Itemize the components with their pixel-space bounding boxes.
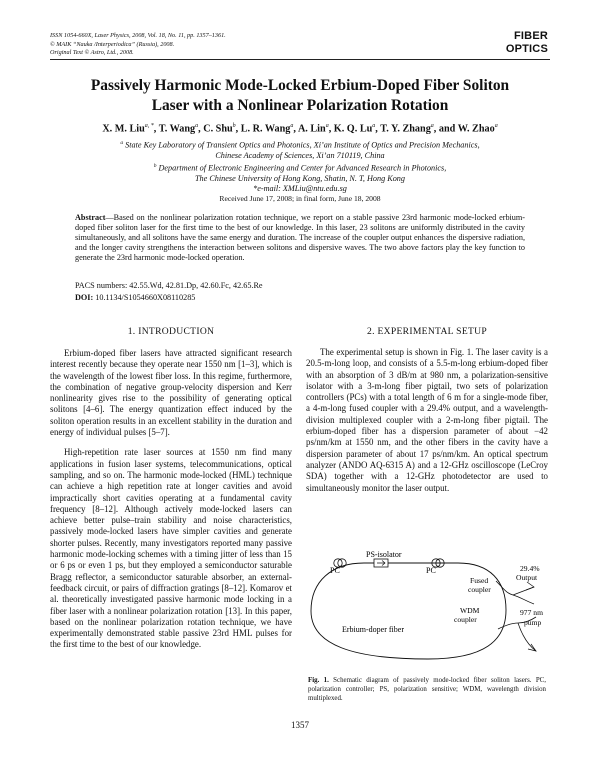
received-date: Received June 17, 2008; in final form, June 18, 2008 xyxy=(219,194,381,203)
author-name: W. Zhao xyxy=(457,123,495,135)
abstract xyxy=(75,213,525,263)
figure-1 xyxy=(308,549,548,671)
header-line-3: Original Text © Astro, Ltd., 2008. xyxy=(50,49,134,57)
author-name: X. M. Liu xyxy=(102,123,145,135)
label-pc-left: PC xyxy=(330,566,340,575)
ps-isolator-block xyxy=(374,559,388,567)
abstract-label: Abstract xyxy=(75,213,106,222)
fused-coupler xyxy=(496,581,534,604)
intro-paragraph-2: High-repetition rate laser sources at 1550 nm find many applications in fusion laser systems, telecommunications, optical sampling, and so on. The harmonic mode-locked (HML) technique can achieve a high repetition rate at longer cavities and avoid impractically short cavities operating at a fundamental cavity frequency [8–12]. Although actively mode-locked lasers can achieve better pulse–train stability and noise characteristics, passively mode-locked lasers have simpler cavities and generate shorter pulses. Recently, many investigators reported many passive harmonic mode-locking schemes with a timing jitter of less than 15 or 6 ps or even 1 ps, but they employed a semiconductor saturable Bragg reflector, a semiconductor saturable absorber, an external-feedback circuit, or pairs of diffraction gratings [8–12]. Komarov et al. theoretically investigated passive harmonic mode locking in a fiber laser with a nonlinear polarization rotation [13]. In this paper, based on the nonlinear polarization rotation technique, we have experimentally demonstrated stable passive 23rd HML pulses for the first time to the best of our knowledge. xyxy=(50,447,292,650)
paper-title xyxy=(50,76,550,116)
author-email: *e-mail: XMLiu@ntu.edu.sg xyxy=(253,184,347,194)
doi-label: DOI: xyxy=(75,293,94,302)
intro-paragraph-1: Erbium-doped fiber lasers have attracted significant research interest recently because they operate near 1550 nm [1–3], which is the wavelength of the lowest fiber loss. In this regime, furthermore, the combination of negative group-velocity dispersion and Kerr nonlinearity gives rise to the possibility of generating optical solitons [4–6]. The energy quantization effect induced by the soliton operation results in an excellent stability in the duration and energy of individual pulses [5–7]. xyxy=(50,348,292,438)
setup-heading: 2. EXPERIMENTAL SETUP xyxy=(366,326,488,337)
author-name: C. Shu xyxy=(203,123,233,135)
figure-caption-text: Schematic diagram of passively mode-locked fiber soliton lasers. PC, polarization controller; PS, polarization sensitive; WDM, wavelength division multiplexed. xyxy=(308,677,547,702)
author-name: T. Wang xyxy=(158,123,196,135)
author-name: K. Q. Lu xyxy=(333,123,373,135)
setup-paragraph-1: The experimental setup is shown in Fig. 1. The laser cavity is a 20.5-m-long loop, and consists of a 5.5-m-long erbium-doped fiber with an absorption of 3 dB/m at 980 nm, a polarization-sensitive isolator with a 3-m-long fiber pigtail, two sets of polarization controllers (PCs) with a total length of 6 m for a single-mode fiber, a 4-m-long fused coupler with a 29.4% output, and a wavelength-division multiplexed coupler with a 2-m-long fiber pigtail. The erbium-doped fiber has a dispersion parameter of about −42 ps/nm/km at 1550 nm, and the other fibers in the cavity have a dispersion parameter of about 17 ps/nm/km. An optical spectrum analyzer (ANDO AQ-6315 A) and a 12-GHz oscilloscope (LeCroy SDA) together with a 12-GHz photodetector are used to simultaneously monitor the laser output. xyxy=(306,347,548,493)
intro-heading: 1. INTRODUCTION xyxy=(127,326,215,337)
author-name: L. R. Wang xyxy=(240,123,291,135)
affil-a-line-2: Chinese Academy of Sciences, Xi’an 710119, China xyxy=(215,150,385,160)
author-affil-mark: b xyxy=(232,123,236,129)
affil-a-line-1: State Key Laboratory of Transient Optics and Photonics, Xi’an Institute of Optics and Precision Mechanics, xyxy=(125,140,480,150)
page-number: 1357 xyxy=(291,720,309,730)
abstract-text: —Based on the nonlinear polarization rotation technique, we report on a stable passive 23rd harmonic mode-locked erbium-doped fiber soliton laser for the first time to the best of our knowledge. In this laser, 23 solitons are uniformly distributed in the cavity simultaneously, and all solitons have the same energy and duration. The increase of the coupler output enhances the dispersive radiation, and the longer cavity strengthens the interaction between solitons and dispersive waves. The two above factors play the key function to generate the 23rd harmonic mode-locked operation. xyxy=(75,213,525,262)
author-affil-mark: a xyxy=(325,123,329,129)
label-wdm: WDM xyxy=(460,606,480,615)
author-affil-mark: a xyxy=(430,123,434,129)
author-name: A. Lin xyxy=(297,123,326,135)
author-affil-mark: a xyxy=(372,123,376,129)
section-label-line-1: FIBER xyxy=(514,30,548,42)
label-ps-isolator: PS-isolator xyxy=(366,550,402,559)
affil-b-line-2: The Chinese University of Hong Kong, Shatin, N. T, Hong Kong xyxy=(195,174,405,184)
figure-1-caption xyxy=(308,677,546,703)
affiliations xyxy=(60,138,540,194)
label-coupler-2: coupler xyxy=(454,615,477,624)
intro-column xyxy=(50,348,292,651)
pacs-numbers: PACS numbers: 42.55.Wd, 42.81.Dp, 42.60.Fc, 42.65.Re xyxy=(75,281,263,290)
setup-column xyxy=(306,347,548,494)
author-name: T. Y. Zhang xyxy=(380,123,431,135)
header-line-1: ISSN 1054-660X, Laser Physics, 2008, Vol. 18, No. 11, pp. 1357–1361. xyxy=(50,32,226,39)
label-erbium-fiber: Erbium-doper fiber xyxy=(342,625,404,634)
section-label-line-2: OPTICS xyxy=(505,43,548,55)
author-list: X. M. Liu$^{a, *}$, T. Wang$^a$, C. Shu$^b$, L. R. Wang$^a$, A. Lin$^a$, K. Q. Lu$^a$, T. Y. Zhang$^a$, and W. Zhao$^a$ xyxy=(102,123,498,135)
affil-a-mark: a xyxy=(120,140,124,146)
title-line-1: Passively Harmonic Mode-Locked Erbium-Doped Fiber Soliton xyxy=(90,77,510,94)
figure-caption-label: Fig. 1. xyxy=(308,677,329,684)
label-pump-nm: 977 nm xyxy=(520,608,543,617)
author-affil-mark: a, * xyxy=(144,123,154,129)
label-output-pct: 29.4% xyxy=(520,564,540,573)
doi-value: 10.1134/S1054660X08110285 xyxy=(95,293,196,302)
header-rule xyxy=(50,59,550,60)
section-label xyxy=(468,30,548,56)
journal-header xyxy=(50,32,430,58)
label-coupler-1: coupler xyxy=(468,585,491,594)
author-affil-mark: a xyxy=(195,123,199,129)
label-pc-right: PC xyxy=(426,566,436,575)
label-output: Output xyxy=(516,573,538,582)
author-affil-mark: a xyxy=(290,123,294,129)
label-pump: pump xyxy=(524,618,542,627)
doi xyxy=(75,293,525,303)
title-line-2: Laser with a Nonlinear Polarization Rotation xyxy=(151,97,449,114)
author-affil-mark: a xyxy=(494,123,498,129)
setup-diagram xyxy=(308,549,548,671)
label-fused: Fused xyxy=(470,576,489,585)
header-line-2: © MAIK “Nauka /Interperiodica” (Russia), 2008. xyxy=(50,40,175,48)
affil-b-mark: b xyxy=(153,163,157,170)
affil-b-line-1: Department of Electronic Engineering and Center for Advanced Research in Photonics, xyxy=(158,163,447,173)
